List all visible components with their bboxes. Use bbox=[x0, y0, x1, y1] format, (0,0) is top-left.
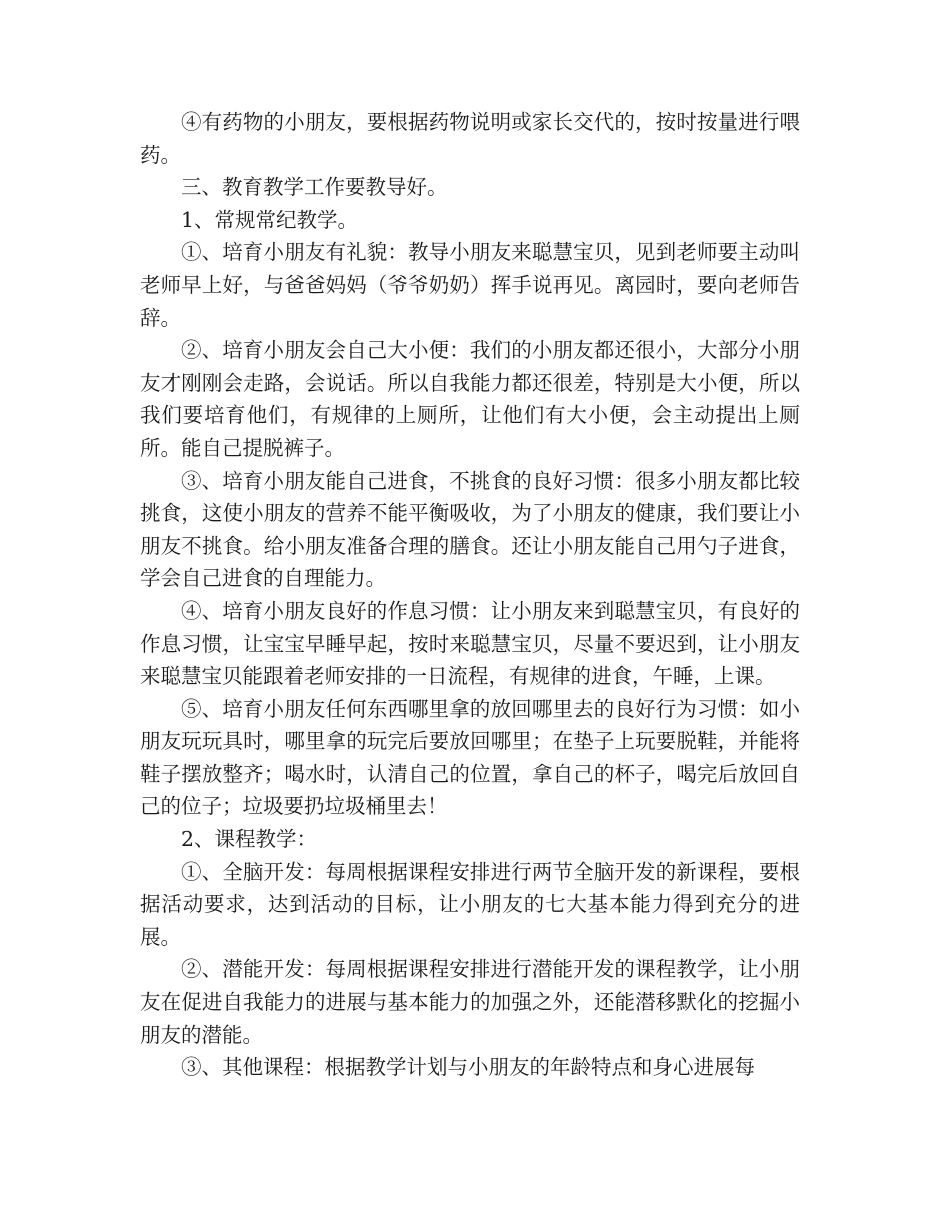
paragraph-tidiness: ⑤、培育小朋友任何东西哪里拿的放回哪里去的良好行为习惯：如小朋友玩玩具时，哪里拿的玩完后要放回哪里；在垫子上玩要脱鞋，并能将鞋子摆放整齐；喝水时，认清自己的位置，拿自己的杯子，喝完后放回自己的位子；垃圾要扔垃圾桶里去！ bbox=[140, 696, 800, 819]
paragraph-toileting: ②、培育小朋友会自己大小便：我们的小朋友都还很小，大部分小朋友才刚刚会走路，会说话。所以自我能力都还很差，特别是大小便，所以我们要培育他们，有规律的上厕所，让他们有大小便，会主动提出上厕所。能自己提脱裤子。 bbox=[140, 338, 800, 460]
paragraph-whole-brain: ①、全脑开发：每周根据课程安排进行两节全脑开发的新课程，要根据活动要求，达到活动的目标，让小朋友的七大基本能力得到充分的进展。 bbox=[140, 859, 800, 949]
paragraph-routine: ④、培育小朋友良好的作息习惯：让小朋友来到聪慧宝贝，有良好的作息习惯，让宝宝早睡早起，按时来聪慧宝贝，尽量不要迟到，让小朋友来聪慧宝贝能跟着老师安排的一日流程，有规律的进食，午睡，上课。 bbox=[140, 598, 800, 689]
paragraph-potential: ②、潜能开发：每周根据课程安排进行潜能开发的课程教学，让小朋友在促进自我能力的进展与基本能力的加强之外，还能潜移默化的挖掘小朋友的潜能。 bbox=[140, 957, 800, 1047]
section-heading-teaching: 三、教育教学工作要教导好。 bbox=[181, 175, 448, 200]
subheading-routine-teaching: 1、常规常纪教学。 bbox=[181, 207, 359, 232]
subheading-curriculum: 2、课程教学： bbox=[181, 827, 318, 852]
document-body bbox=[140, 106, 800, 1084]
paragraph-eating: ③、培育小朋友能自己进食，不挑食的良好习惯：很多小朋友都比较挑食，这使小朋友的营养不能平衡吸收，为了小朋友的健康，我们要让小朋友不挑食。给小朋友准备合理的膳食。还让小朋友能自己用勺子进食，学会自己进食的自理能力。 bbox=[140, 468, 800, 591]
paragraph-other-courses: ③、其他课程：根据教学计划与小朋友的年龄特点和身心进展每 bbox=[181, 1055, 755, 1080]
paragraph-politeness: ①、培育小朋友有礼貌：教导小朋友来聪慧宝贝，见到老师要主动叫老师早上好，与爸爸妈妈（爷爷奶奶）挥手说再见。离园时，要向老师告辞。 bbox=[140, 240, 800, 330]
paragraph-medicine: ④有药物的小朋友，要根据药物说明或家长交代的，按时按量进行喂药。 bbox=[140, 110, 800, 167]
